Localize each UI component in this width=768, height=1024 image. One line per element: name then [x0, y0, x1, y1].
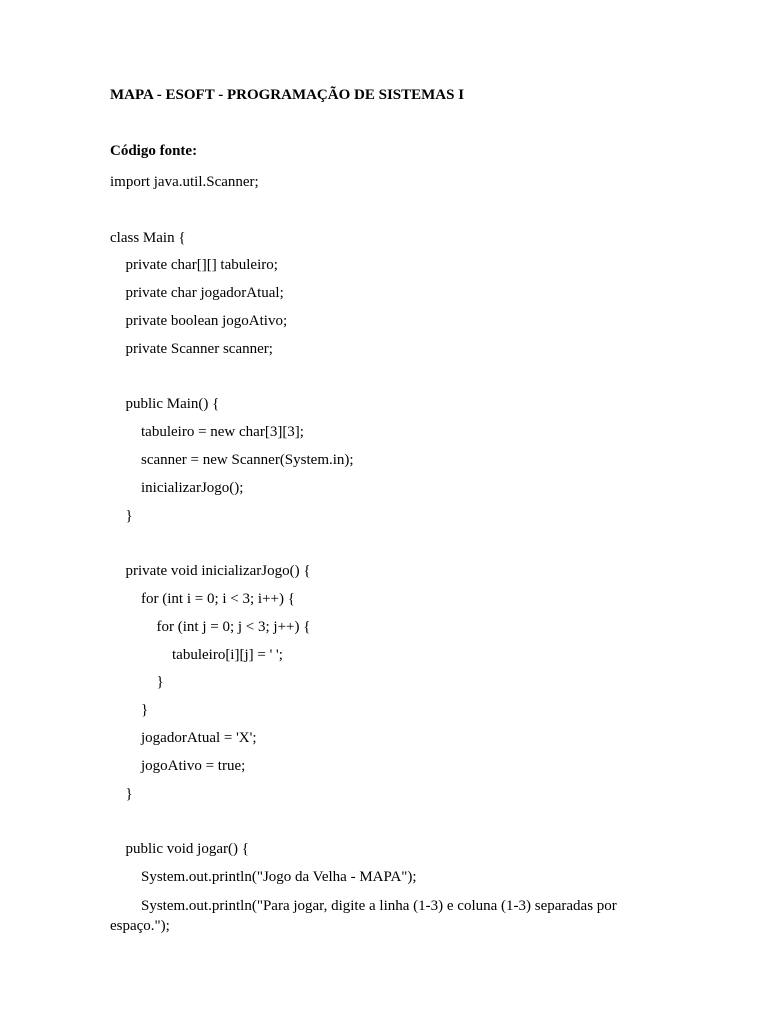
code-line: private char jogadorAtual;	[125, 285, 284, 302]
code-line: }	[125, 785, 133, 802]
code-line	[110, 808, 650, 836]
code-line: public Main() {	[125, 396, 220, 413]
source-code-block	[110, 169, 650, 936]
code-line: System.out.println("Para jogar, digite a linha (1-3) e coluna (1-3) separadas por espaço.");	[110, 897, 621, 934]
code-line: jogadorAtual = 'X';	[141, 729, 257, 746]
code-line: for (int j = 0; j < 3; j++) {	[156, 618, 311, 635]
code-line: private Scanner scanner;	[125, 340, 273, 357]
code-line: inicializarJogo();	[141, 479, 244, 496]
code-line: tabuleiro = new char[3][3];	[141, 424, 304, 441]
code-line: private boolean jogoAtivo;	[125, 312, 288, 329]
code-line: }	[125, 507, 133, 524]
code-line: scanner = new Scanner(System.in);	[141, 451, 354, 468]
code-line: for (int i = 0; i < 3; i++) {	[141, 590, 295, 607]
document-title: MAPA - ESOFT - PROGRAMAÇÃO DE SISTEMAS I	[110, 87, 465, 103]
section-label: Código fonte:	[110, 143, 198, 159]
code-line	[110, 197, 650, 225]
code-line: tabuleiro[i][j] = ' ';	[172, 646, 283, 663]
code-line: System.out.println("Jogo da Velha - MAPA");	[141, 868, 417, 885]
code-line: public void jogar() {	[125, 841, 249, 858]
code-line: private void inicializarJogo() {	[125, 563, 311, 580]
code-line: class Main {	[110, 229, 186, 246]
code-line: }	[156, 674, 164, 691]
code-line: }	[141, 702, 149, 719]
code-line: jogoAtivo = true;	[141, 757, 246, 774]
code-line	[110, 530, 650, 558]
code-line: import java.util.Scanner;	[110, 174, 259, 190]
code-line: private char[][] tabuleiro;	[125, 257, 278, 274]
code-line	[110, 364, 650, 392]
